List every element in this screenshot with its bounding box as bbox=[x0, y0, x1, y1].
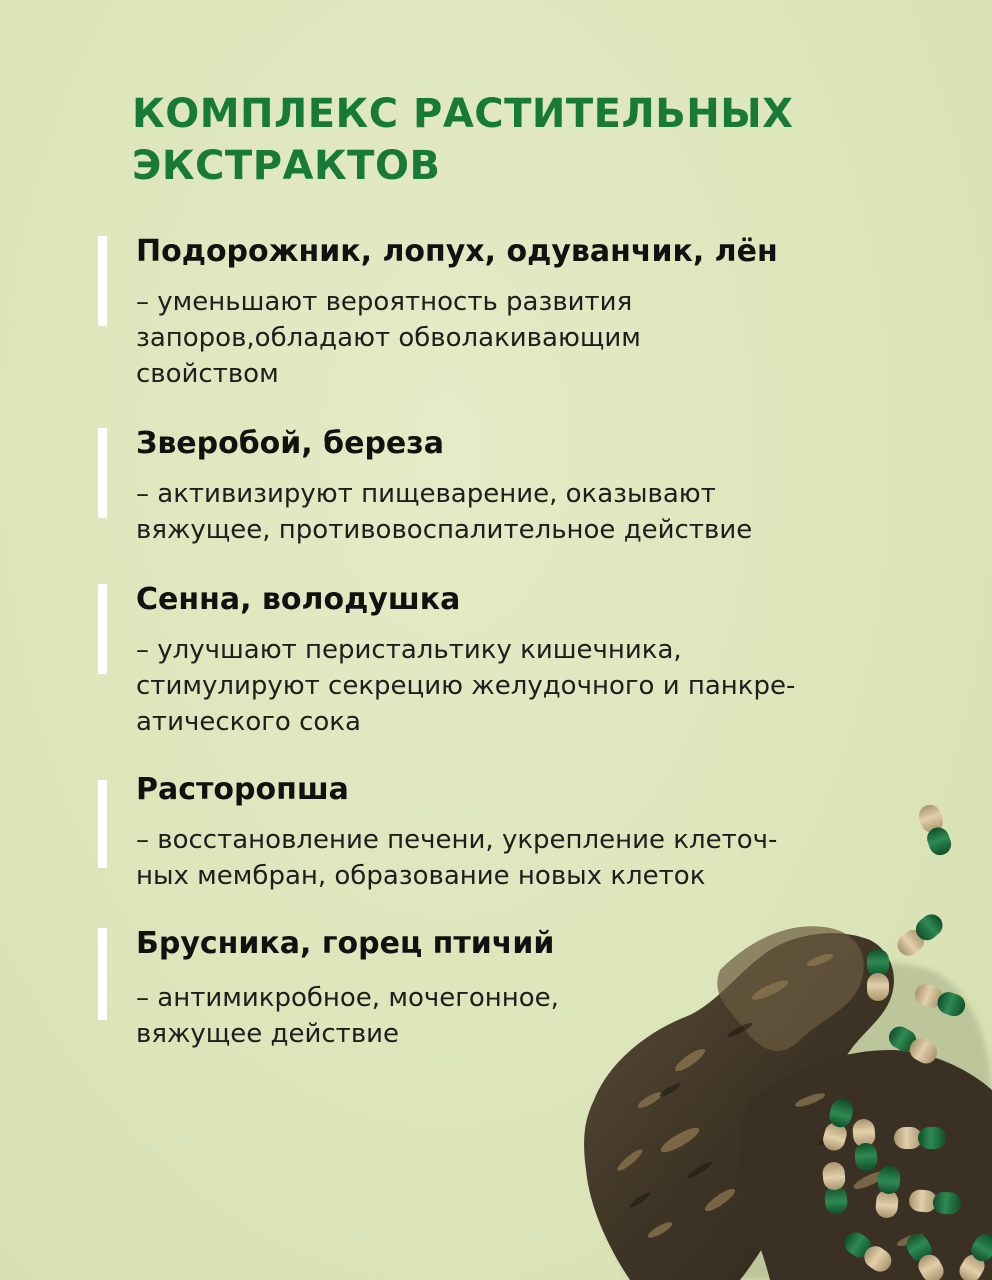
capsule bbox=[916, 802, 954, 858]
title-line-1: КОМПЛЕКС РАСТИТЕЛЬНЫХ bbox=[132, 91, 794, 137]
accent-bar bbox=[98, 236, 107, 326]
description-line: – улучшают перистальтику кишечника, bbox=[136, 635, 682, 665]
accent-bar bbox=[98, 928, 107, 1020]
description-line: – уменьшают вероятность развития bbox=[136, 287, 633, 317]
description-line: запоров,обладают обволакивающим bbox=[136, 323, 641, 353]
description-line: ных мембран, образование новых клеток bbox=[136, 861, 706, 891]
herb-item-st-johns-wort bbox=[98, 424, 918, 554]
herb-item-senna bbox=[98, 580, 918, 740]
description-line: – восстановление печени, укрепление клеточ- bbox=[136, 825, 778, 855]
herb-item-title: Сенна, володушка bbox=[136, 582, 461, 617]
description-line: стимулируют секрецию желудочного и панкре- bbox=[136, 671, 796, 701]
herb-item-title: Расторопша bbox=[136, 772, 349, 807]
accent-bar bbox=[98, 428, 107, 518]
description-line: вяжущее, противовоспалительное действие bbox=[136, 515, 753, 545]
page-title bbox=[132, 88, 892, 192]
herb-item-description bbox=[136, 284, 896, 392]
herb-item-title: Брусника, горец птичий bbox=[136, 926, 555, 961]
description-line: – антимикробное, мочегонное, bbox=[136, 983, 559, 1013]
description-line: – активизируют пищеварение, оказывают bbox=[136, 479, 716, 509]
title-line-2: ЭКСТРАКТОВ bbox=[132, 143, 441, 189]
description-line: атического сока bbox=[136, 707, 361, 737]
herb-item-description bbox=[136, 476, 896, 548]
description-line: вяжущее действие bbox=[136, 1019, 400, 1049]
bark-and-capsules-image bbox=[570, 800, 992, 1280]
herb-item-title: Зверобой, береза bbox=[136, 426, 444, 461]
herb-item-plantain bbox=[98, 232, 918, 392]
description-line: свойством bbox=[136, 359, 279, 389]
capsule bbox=[893, 910, 947, 960]
accent-bar bbox=[98, 780, 107, 868]
herb-item-description bbox=[136, 632, 896, 740]
herb-item-title: Подорожник, лопух, одуванчик, лён bbox=[136, 234, 778, 269]
accent-bar bbox=[98, 584, 107, 674]
